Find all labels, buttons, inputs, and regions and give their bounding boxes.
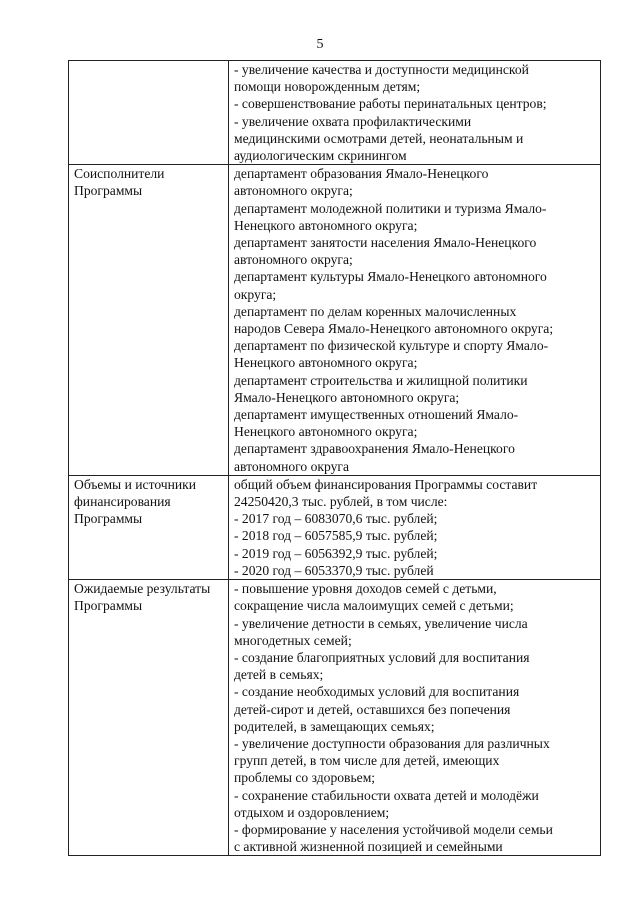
cell-line: помощи новорожденным детям; (234, 79, 421, 95)
cell-line: народов Севера Ямало-Ненецкого автономного округа; (234, 321, 554, 337)
cell-line: департамент по делам коренных малочисленных (234, 303, 517, 319)
cell-line: аудиологическим скринингом (234, 148, 407, 164)
row-label-cell (69, 580, 229, 856)
cell-line: департамент образования Ямало-Ненецкого (234, 166, 489, 182)
cell-line: медицинскими осмотрами детей, неонатальным и (234, 130, 524, 146)
cell-line: с активной жизненной позицией и семейными (234, 839, 503, 855)
cell-line: департамент строительства и жилищной политики (234, 372, 528, 388)
cell-line: детей-сирот и детей, оставшихся без попечения (234, 701, 511, 717)
row-value-cell (229, 580, 601, 856)
cell-line: - увеличение детности в семьях, увеличение числа (234, 615, 528, 631)
cell-line: Ямало-Ненецкого автономного округа; (234, 389, 460, 405)
row-value-cell (229, 165, 601, 476)
cell-line: проблемы со здоровьем; (234, 770, 376, 786)
cell-line: - создание благоприятных условий для воспитания (234, 649, 530, 665)
cell-line: - 2018 год – 6057585,9 тыс. рублей; (234, 528, 438, 544)
cell-line: - увеличение доступности образования для различных (234, 735, 550, 751)
cell-line: - увеличение охвата профилактическими (234, 113, 472, 129)
cell-line: общий объем финансирования Программы составит (234, 476, 538, 492)
cell-line: сокращение числа малоимущих семей с детьми; (234, 598, 514, 614)
cell-line: - увеличение качества и доступности медицинской (234, 62, 529, 77)
cell-line: департамент по физической культуре и спорту Ямало- (234, 338, 549, 354)
cell-line: Программы (74, 598, 143, 614)
row-value-cell (229, 475, 601, 579)
cell-line: департамент культуры Ямало-Ненецкого автономного (234, 269, 547, 285)
cell-line: Ненецкого автономного округа; (234, 217, 418, 233)
cell-line: автономного округа (234, 458, 350, 474)
cell-line: автономного округа; (234, 183, 353, 199)
page-number: 5 (316, 37, 324, 52)
table-row (69, 475, 601, 579)
row-label-cell (69, 165, 229, 476)
table-row (69, 165, 601, 476)
table-row (69, 580, 601, 856)
cell-line: Ненецкого автономного округа; (234, 355, 418, 371)
cell-line: округа; (234, 286, 277, 302)
cell-line: родителей, в замещающих семьях; (234, 718, 435, 734)
cell-line: отдыхом и оздоровлением; (234, 804, 390, 820)
table-body (69, 61, 601, 856)
cell-line: многодетных семей; (234, 632, 352, 648)
table-row (69, 61, 601, 165)
cell-line: - совершенствование работы перинатальных центров; (234, 96, 547, 112)
cell-line: 24250420,3 тыс. рублей, в том числе: (234, 494, 448, 510)
row-label-cell (69, 61, 229, 165)
cell-line: - 2019 год – 6056392,9 тыс. рублей; (234, 545, 438, 561)
cell-line: детей в семьях; (234, 667, 324, 683)
cell-line: финансирования (74, 494, 171, 510)
row-label-cell (69, 475, 229, 579)
cell-line: Программы (74, 511, 143, 527)
cell-line: Ненецкого автономного округа; (234, 424, 418, 440)
cell-line: Ожидаемые результаты (74, 581, 211, 597)
cell-line: - формирование у населения устойчивой модели семьи (234, 821, 553, 837)
cell-line: - сохранение стабильности охвата детей и молодёжи (234, 787, 539, 803)
cell-line: групп детей, в том числе для детей, имеющих (234, 753, 500, 769)
cell-line: автономного округа; (234, 252, 353, 268)
cell-line: Объемы и источники (74, 476, 197, 492)
cell-line: департамент занятости населения Ямало-Ненецкого (234, 235, 537, 251)
cell-line: - создание необходимых условий для воспитания (234, 684, 520, 700)
cell-line: - 2020 год – 6053370,9 тыс. рублей (234, 562, 434, 578)
row-value-cell (229, 61, 601, 165)
program-passport-table (68, 60, 601, 856)
cell-line: департамент имущественных отношений Ямало- (234, 407, 519, 423)
cell-line: - повышение уровня доходов семей с детьми, (234, 581, 497, 597)
cell-line: департамент молодежной политики и туризма Ямало- (234, 200, 547, 216)
cell-line: - 2017 год – 6083070,6 тыс. рублей; (234, 511, 438, 527)
cell-line: Соисполнители (74, 166, 165, 182)
cell-line: Программы (74, 183, 143, 199)
cell-line: департамент здравоохранения Ямало-Ненецкого (234, 441, 515, 457)
